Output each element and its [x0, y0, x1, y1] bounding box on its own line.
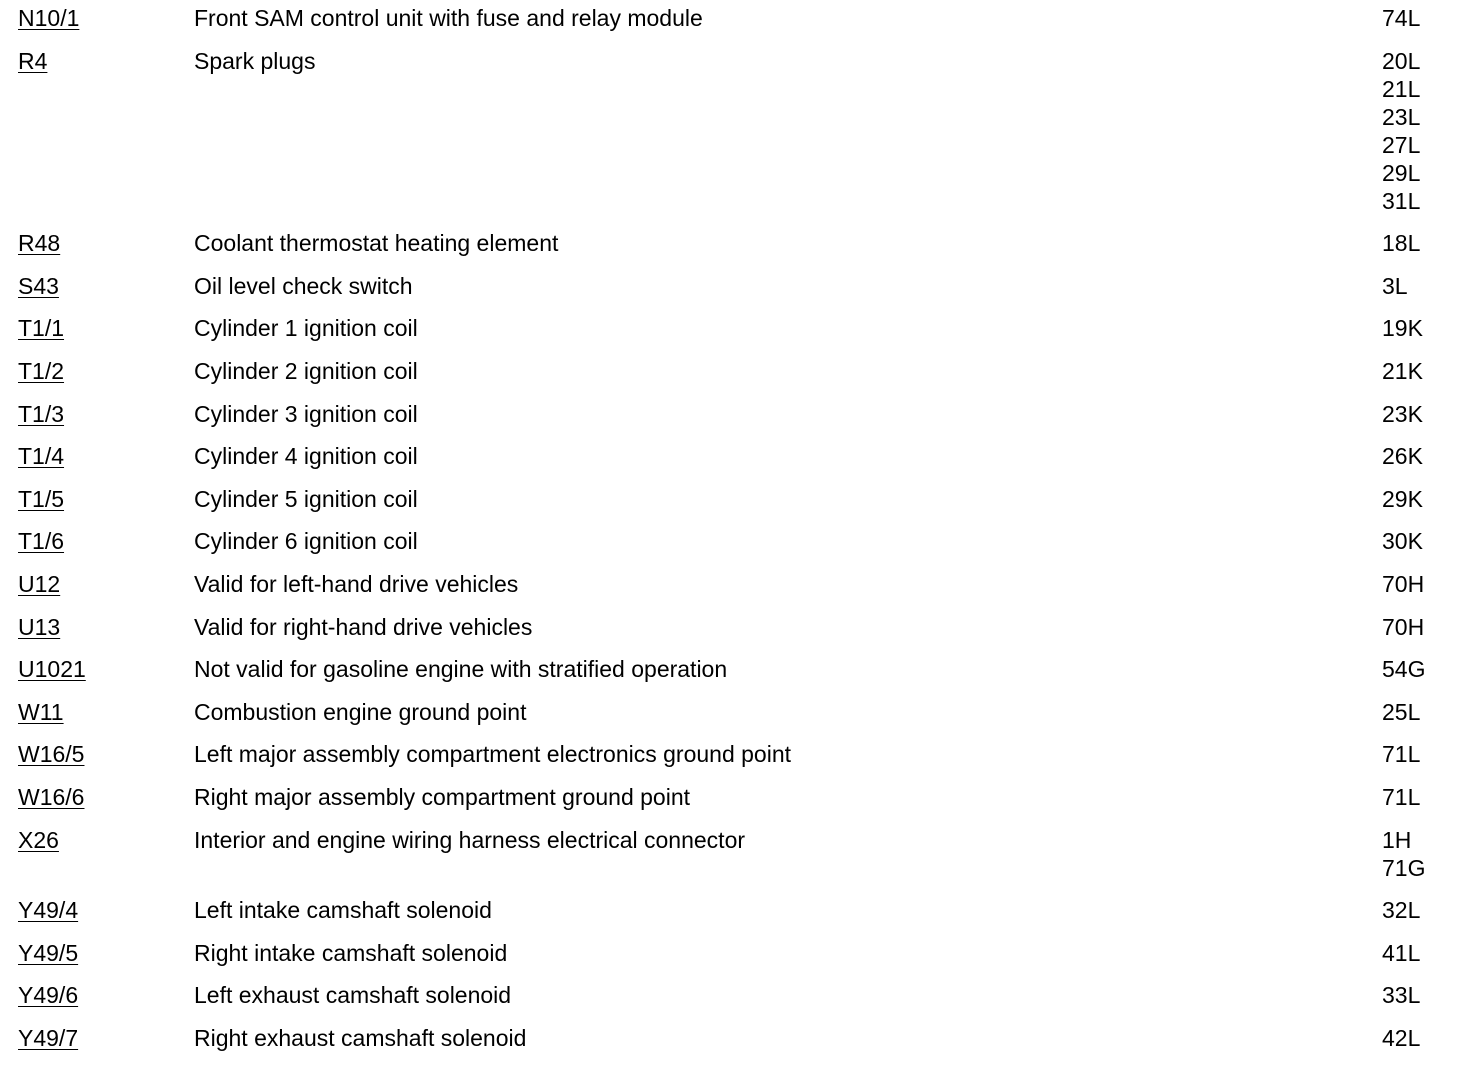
component-code-link[interactable]: T1/6: [18, 528, 65, 555]
grid-locations: [1382, 527, 1423, 555]
component-description: Cylinder 1 ignition coil: [194, 315, 418, 342]
grid-location: 30K: [1382, 528, 1423, 555]
component-code-link[interactable]: Y49/5: [18, 939, 79, 966]
grid-location: 71L: [1382, 783, 1421, 810]
legend-row: [0, 272, 1472, 315]
component-description: Right intake camshaft solenoid: [194, 939, 508, 966]
component-code-link[interactable]: R48: [18, 230, 61, 257]
component-code-link[interactable]: N10/1: [18, 5, 80, 31]
component-code-link[interactable]: U1021: [18, 656, 86, 683]
grid-location: 71L: [1382, 741, 1421, 768]
grid-locations: [1382, 783, 1420, 811]
grid-location: 33L: [1382, 982, 1421, 1009]
component-description: Cylinder 2 ignition coil: [194, 357, 418, 384]
legend-row: [0, 698, 1472, 741]
grid-location: 27L: [1382, 131, 1421, 158]
grid-locations: [1382, 400, 1423, 428]
grid-location: 74L: [1382, 5, 1421, 31]
legend-row: [0, 655, 1472, 698]
legend-row: [0, 442, 1472, 485]
component-code-link[interactable]: T1/1: [18, 315, 65, 342]
grid-locations: [1382, 442, 1423, 470]
grid-locations: [1382, 1024, 1420, 1052]
component-description: Valid for left-hand drive vehicles: [194, 570, 519, 597]
grid-location: 19K: [1382, 315, 1423, 342]
grid-location: 70H: [1382, 570, 1425, 597]
grid-location: 29L: [1382, 159, 1421, 186]
component-code-link[interactable]: U12: [18, 570, 61, 597]
component-description: Cylinder 4 ignition coil: [194, 443, 418, 470]
legend-row: [0, 4, 1472, 47]
legend-row: [0, 527, 1472, 570]
legend-row: [0, 229, 1472, 272]
grid-locations: [1382, 981, 1420, 1009]
component-code-link[interactable]: T1/4: [18, 443, 65, 470]
component-description: Interior and engine wiring harness electrical connector: [194, 826, 746, 853]
legend-row: [0, 613, 1472, 656]
component-code-link[interactable]: T1/5: [18, 485, 65, 512]
grid-location: 21K: [1382, 357, 1423, 384]
component-description: Right major assembly compartment ground point: [194, 783, 691, 810]
grid-locations: [1382, 229, 1420, 257]
component-code-link[interactable]: R4: [18, 47, 48, 74]
component-code-link[interactable]: W16/5: [18, 741, 85, 768]
component-code-link[interactable]: Y49/4: [18, 897, 79, 924]
component-description: Right exhaust camshaft solenoid: [194, 1024, 527, 1051]
grid-location: 31L: [1382, 187, 1421, 214]
grid-location: 18L: [1382, 230, 1421, 257]
grid-location: 54G: [1382, 656, 1426, 683]
legend-row: [0, 981, 1472, 1024]
grid-locations: [1382, 357, 1423, 385]
grid-location: 20L: [1382, 47, 1421, 74]
legend-row: [0, 1024, 1472, 1067]
grid-locations: [1382, 826, 1425, 882]
component-description: Cylinder 5 ignition coil: [194, 485, 418, 512]
component-code-link[interactable]: T1/3: [18, 400, 65, 427]
component-legend: [0, 4, 1472, 1066]
grid-locations: [1382, 570, 1424, 598]
legend-row: [0, 896, 1472, 939]
component-code-link[interactable]: Y49/6: [18, 982, 79, 1009]
component-description: Cylinder 3 ignition coil: [194, 400, 418, 427]
legend-row: [0, 939, 1472, 982]
grid-locations: [1382, 655, 1425, 683]
legend-row: [0, 570, 1472, 613]
grid-locations: [1382, 613, 1424, 641]
component-description: Left exhaust camshaft solenoid: [194, 982, 512, 1009]
component-description: Front SAM control unit with fuse and relay module: [194, 5, 703, 31]
grid-locations: [1382, 4, 1420, 32]
grid-location: 41L: [1382, 939, 1421, 966]
legend-row: [0, 314, 1472, 357]
component-code-link[interactable]: S43: [18, 272, 59, 299]
component-code-link[interactable]: X26: [18, 826, 59, 853]
legend-row: [0, 400, 1472, 443]
grid-location: 21L: [1382, 75, 1421, 102]
component-description: Left intake camshaft solenoid: [194, 897, 492, 924]
grid-location: 42L: [1382, 1024, 1421, 1051]
grid-locations: [1382, 272, 1408, 300]
legend-row: [0, 357, 1472, 400]
component-code-link[interactable]: W16/6: [18, 783, 85, 810]
grid-locations: [1382, 740, 1420, 768]
legend-row: [0, 740, 1472, 783]
grid-locations: [1382, 47, 1420, 215]
component-code-link[interactable]: U13: [18, 613, 61, 640]
grid-location: 23L: [1382, 103, 1421, 130]
component-description: Valid for right-hand drive vehicles: [194, 613, 533, 640]
component-code-link[interactable]: W11: [18, 698, 64, 725]
grid-location: 71G: [1382, 854, 1426, 881]
grid-location: 3L: [1382, 272, 1408, 299]
component-code-link[interactable]: Y49/7: [18, 1024, 79, 1051]
component-description: Coolant thermostat heating element: [194, 230, 559, 257]
legend-row: [0, 783, 1472, 826]
component-description: Cylinder 6 ignition coil: [194, 528, 418, 555]
component-description: Not valid for gasoline engine with stratified operation: [194, 656, 728, 683]
grid-location: 32L: [1382, 897, 1421, 924]
grid-location: 70H: [1382, 613, 1425, 640]
component-description: Spark plugs: [194, 47, 316, 74]
grid-location: 1H: [1382, 826, 1412, 853]
component-description: Left major assembly compartment electronics ground point: [194, 741, 792, 768]
legend-row: [0, 47, 1472, 230]
legend-row: [0, 485, 1472, 528]
grid-location: 26K: [1382, 443, 1423, 470]
grid-location: 23K: [1382, 400, 1423, 427]
component-description: Combustion engine ground point: [194, 698, 527, 725]
grid-locations: [1382, 485, 1423, 513]
grid-location: 25L: [1382, 698, 1421, 725]
grid-locations: [1382, 698, 1420, 726]
grid-location: 29K: [1382, 485, 1423, 512]
component-description: Oil level check switch: [194, 272, 413, 299]
grid-locations: [1382, 939, 1420, 967]
legend-row: [0, 826, 1472, 897]
grid-locations: [1382, 896, 1420, 924]
component-code-link[interactable]: T1/2: [18, 357, 65, 384]
grid-locations: [1382, 314, 1423, 342]
